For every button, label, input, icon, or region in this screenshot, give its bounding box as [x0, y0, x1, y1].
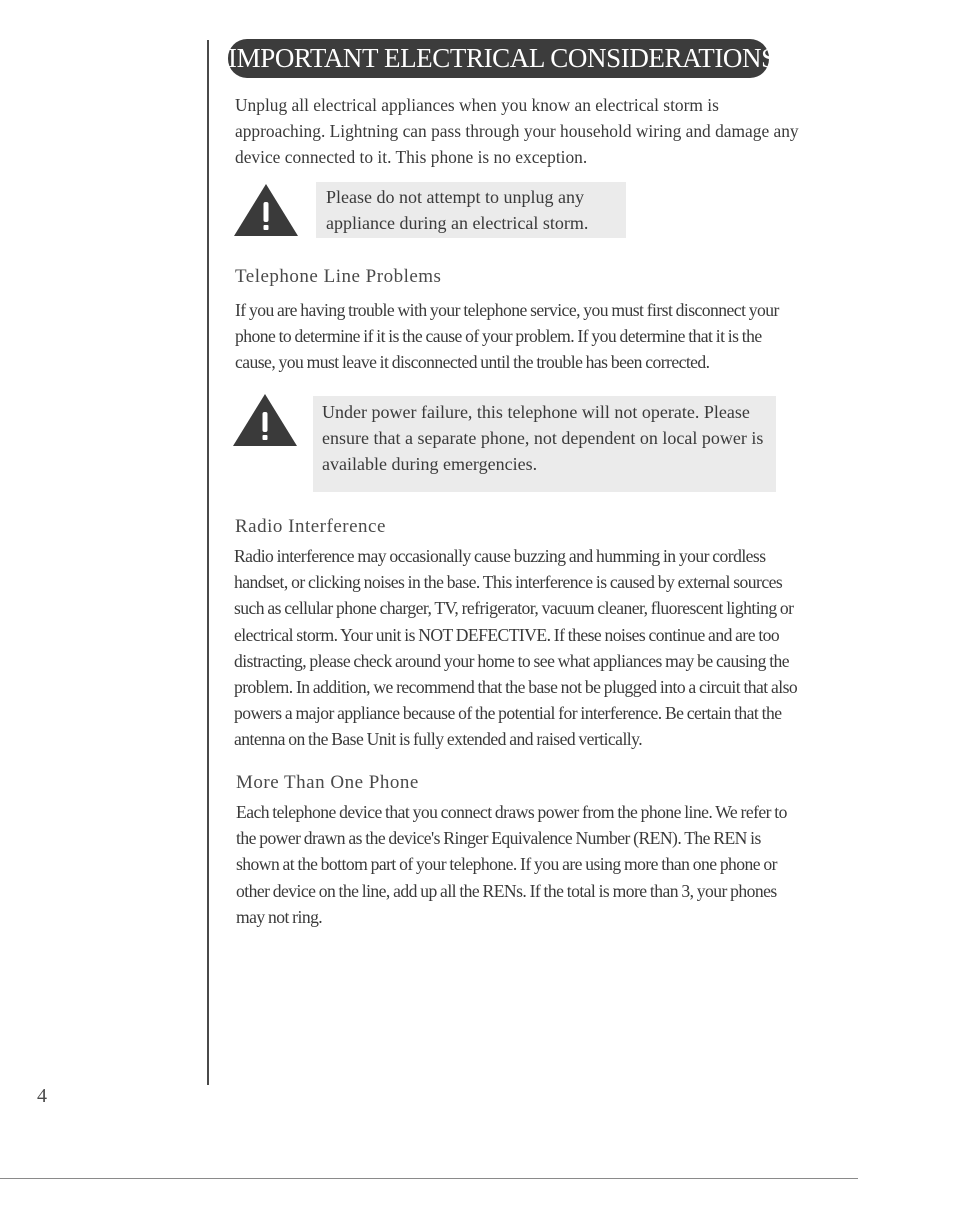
intro-paragraph: Unplug all electrical appliances when you know an electrical storm is approaching. Lightning can pass through your household wiring and damage any device connected to it. This phone is no exception. — [235, 95, 799, 168]
more-than-one-phone-paragraph: Each telephone device that you connect draws power from the phone line. We refer to the power drawn as the device's Ringer Equivalence Number (REN). The REN is shown at the bottom part of your telephone. If you are using more than one phone or other device on the line, add up all the RENs. If the total is more than 3, your phones may not ring. — [236, 802, 787, 927]
telephone-line-paragraph: If you are having trouble with your telephone service, you must first disconnect your phone to determine if it is the cause of your problem. If you determine that it is the cause, you must leave it disconnected until the trouble has been corrected. — [235, 300, 779, 373]
radio-interference-heading: Radio Interference — [235, 516, 386, 537]
page-title: IMPORTANT ELECTRICAL CONSIDERATIONS — [228, 39, 769, 78]
margin-rule — [207, 40, 209, 1085]
power-failure-warning-box: Under power failure, this telephone will not operate. Please ensure that a separate phone, not dependent on local power is available during emergencies. — [313, 396, 776, 492]
storm-warning-box: Please do not attempt to unplug any appliance during an electrical storm. — [316, 182, 626, 238]
footer-rule — [0, 1178, 858, 1179]
warning-triangle-icon — [232, 393, 298, 447]
telephone-line-heading: Telephone Line Problems — [235, 266, 442, 287]
page-number: 4 — [37, 1085, 47, 1107]
radio-interference-paragraph: Radio interference may occasionally cause buzzing and humming in your cordless handset, or clicking noises in the base. This interference is caused by external sources such as cellular phone charger, TV, refrigerator, vacuum cleaner, fluorescent lighting or electrical storm. Your unit is NOT DEFECTIVE. If these noises continue and are too distracting, please check around your home to see what appliances may be causing the problem. In addition, we recommend that the base not be plugged into a circuit that also powers a major appliance because of the potential for interference. Be certain that the antenna on the Base Unit is fully extended and raised vertically. — [234, 546, 798, 750]
warning-triangle-icon — [233, 183, 299, 237]
more-than-one-phone-heading: More Than One Phone — [236, 772, 419, 793]
